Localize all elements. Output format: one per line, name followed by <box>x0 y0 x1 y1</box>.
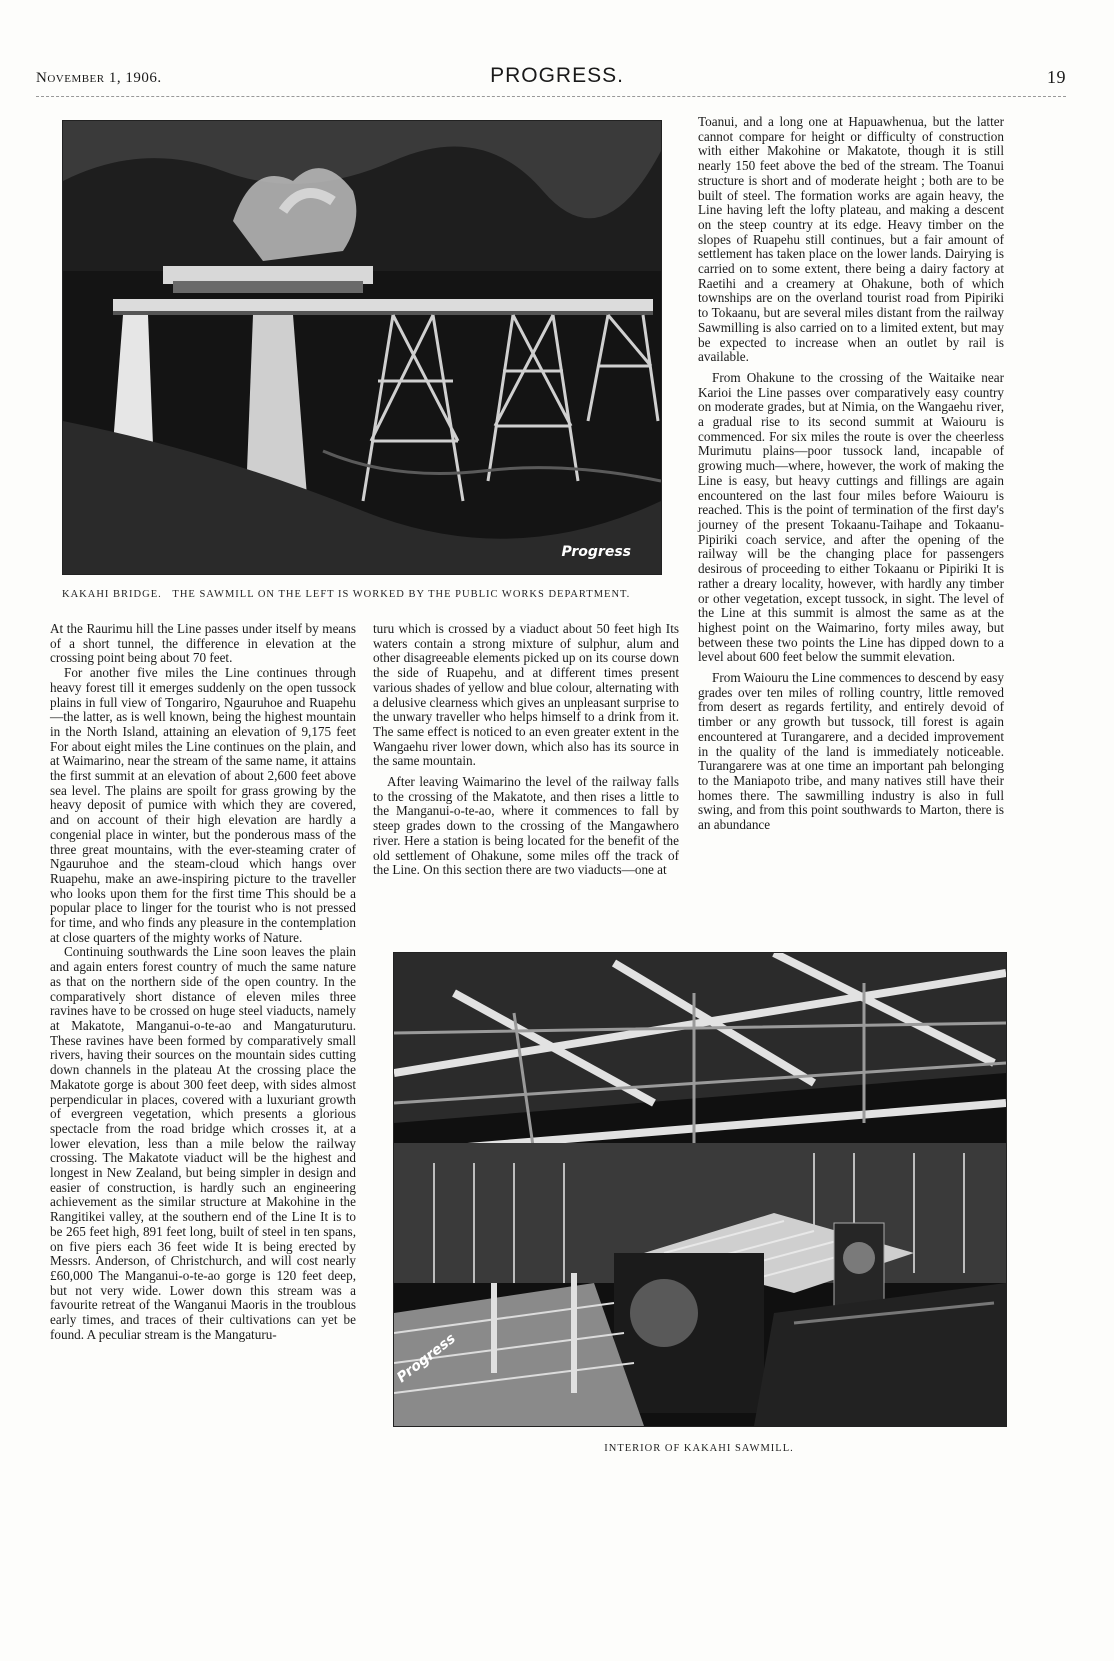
header-rule <box>36 96 1066 97</box>
paragraph: After leaving Waimarino the level of the railway falls to the crossing of the Makatote, and then rises a little to the Manganui-o-te-ao, where it commences to fall by steep grades down to the crossing of the Mangawhero river. Here a station is being located for the benefit of the old settlement of Ohakune, some miles off the track of the Line. On this section there are two viaducts—one at <box>373 774 679 878</box>
paragraph: Continuing southwards the Line soon leaves the plain and again enters forest country of much the same nature as that on the northern side of the open country. In the comparatively short distance of eleven miles three ravines have to be crossed on huge steel viaducts, namely at Makatote, Manganui-o-te-ao and Mangaturuturu. These ravines have been formed by comparatively small rivers, having their sources on the mountain sides cutting down channels in the plateau At the crossing place the Makatote gorge is about 300 feet deep, with sides almost perpendicular in places, covered with a luxuriant growth of evergreen vegetation, which presents a glorious spectacle from the road bridge which crosses it, at a lower elevation, less than a mile below the railway crossing. The Makatote viaduct will be the highest and longest in New Zealand, but being simpler in design and easier of construction, is hardly such an engineering achievement as the similar structure at Makohine in the Rangitikei valley, at the southern end of the Line It is to be 265 feet high, 891 feet long, built of steel in ten spans, on five piers each 36 feet wide It is being erected by Messrs. Anderson, of Christchurch, and will cost nearly £60,000 The Manganui-o-te-ao gorge is 120 feet deep, but not very wide. Lower down this stream was a favourite retreat of the Wanganui Maoris in the troublous early times, and traces of their cultivations can yet be found. A peculiar stream is the Mangaturu- <box>50 944 356 1342</box>
sawmill-interior-photo <box>393 952 1007 1427</box>
paragraph: From Ohakune to the crossing of the Waitaike near Karioi the Line passes over comparatively easy country on moderate grades, but at Nimia, on the Wangaehu river, a gradual rise to its second summit at Waiouru is commenced. For six miles the route is over the cheerless Murimutu plains—poor tussock land, incapable of growing much—where, however, the work of making the Line is easy, but heavy cuttings and fillings are again encountered on the last four miles before Waiouru is reached. This is the point of termination of the first day's journey of the present Tokaanu-Taihape and Tokaanu-Pipiriki coach service, and after the opening of the railway will be the changing place for passengers desirous of proceeding to either Tokaanu or Pipiriki It is rather a dreary locality, however, with hardly any timber or other vegetation, except tussock, in sight. The level of the Line at this summit is almost the same as at the highest point on the Waimarino, forty miles away, but between these two points the Line has dipped down to a level about 600 feet below the summit elevation. <box>698 369 1004 665</box>
article-column-right <box>698 115 1004 833</box>
page-number: 19 <box>1047 67 1066 87</box>
paragraph: From Waiouru the Line commences to descend by easy grades over ten miles of rolling country, little removed from desert as regards fertility, and entirely devoid of timber or any growth but tussock, till forest is again encountered at Turangarere, and a decided improvement in the quality of the land is immediately noticeable. Turangarere was at one time an important pah belonging to the Maniapoto tribe, and many natives still have their homes there. The sawmilling industry is also in full swing, and from this point southwards to Marton, there is an abundance <box>698 670 1004 833</box>
bridge-caption: KAKAHI BRIDGE. THE SAWMILL ON THE LEFT IS WORKED BY THE PUBLIC WORKS DEPARTMENT. <box>62 589 631 600</box>
paragraph: At the Raurimu hill the Line passes under itself by means of a short tunnel, the difference in elevation at the crossing point being about 70 feet. <box>50 621 356 666</box>
issue-date: November 1, 1906. <box>36 70 162 86</box>
sawmill-caption: INTERIOR OF KAKAHI SAWMILL. <box>604 1443 794 1454</box>
kakahi-bridge-photo <box>62 120 662 575</box>
paragraph: turu which is crossed by a viaduct about 50 feet high Its waters contain a strong mixture of sulphur, alum and other disagreeable elements picked up on its course down the side of Ruapehu, and at different times present various shades of yellow and blue colour, alternating with a delusive clearness which gives an unpleasant surprise to the unwary traveller who helps himself to a drink from it. The same effect is noticed to an even greater extent in the Wangaehu river lower down, which also has its source in the same mountain. <box>373 621 679 769</box>
article-column-middle <box>373 622 679 878</box>
paragraph: Toanui, and a long one at Hapuawhenua, but the latter cannot compare for height or difficulty of construction with either Makohine or Makatote, though it is still nearly 150 feet above the bed of the stream. The Toanui structure is short and of moderate height ; both are to be built of steel. The formation works are again heavy, the Line having left the lofty plateau, and making a descent on the steep country at its edge. Heavy timber on the slopes of Ruapehu still continues, but a fair amount of settlement has taken place on the lower lands. Dairying is carried on to some extent, there being a dairy factory at Raetihi and a creamery at Ohakune, both of which townships are on the overland tourist road from Pipiriki to Tokaanu, but are several miles distant from the railway Sawmilling is also carried on to a limited extent, but may be expected to increase when an outlet by rail is available. <box>698 114 1004 365</box>
article-column-left <box>50 622 356 1342</box>
photo-watermark: Progress <box>561 544 631 560</box>
magazine-title: PROGRESS. <box>490 64 624 87</box>
paragraph: For another five miles the Line continues through heavy forest till it emerges suddenly on the open tussock plains in full view of Tongariro, Ngauruhoe and Ruapehu—the latter, as is well known, being the highest mountain in the North Island, attaining an elevation of 9,175 feet For about eight miles the Line continues on the plain, and at Waimarino, near the stream of the same name, it attains the first summit at an elevation of about 2,600 feet above sea level. The plains are spoilt for grass growing by the heavy deposit of pumice with which they are covered, and on account of their high elevation are hardly a congenial place in winter, but the ponderous mass of the three great mountains, with the ever-steaming crater of Ngauruhoe and the steam-cloud which hangs over Ruapehu, make an awe-inspiring picture to the traveller who looks upon them for the first time This should be a popular place to linger for the tourist who is not pressed for time, and who finds any pleasure in the contemplation at close quarters of the mighty works of Nature. <box>50 665 356 945</box>
photo-watermark: Progress <box>394 1330 459 1386</box>
